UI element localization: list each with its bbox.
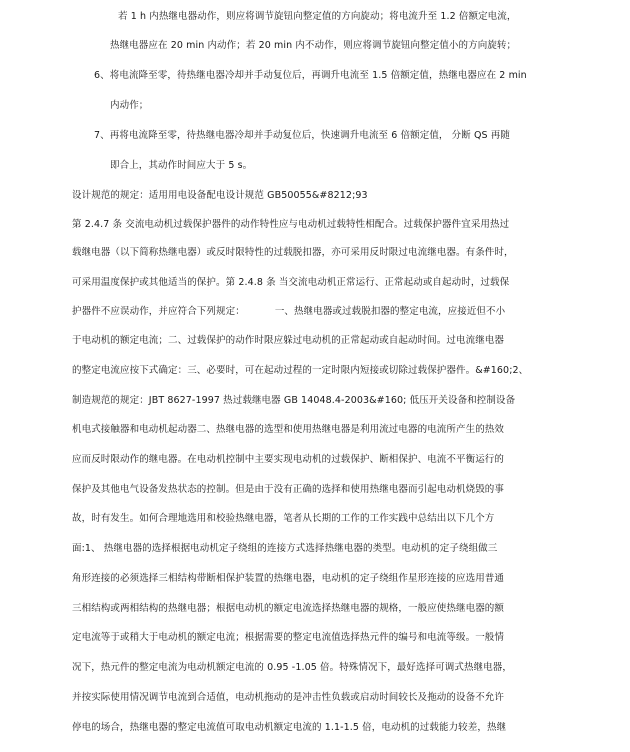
body-line: 停电的场合，热继电器的整定电流值可取电动机额定电流的 1.1-1.5 倍，电动机的过载能力较差，热继: [72, 722, 507, 733]
body-line-text: 护器件不应误动作，并应符合下列规定：: [72, 306, 245, 317]
step-7-line: 7、再将电流降至零，待热继电器冷却并手动复位后，快速调升电流至 6 倍额定值， 分断 QS 再随: [94, 130, 510, 141]
body-line: 第 2.4.7 条 交流电动机过载保护器件的动作特性应与电动机过载特性相配合。过载保护器件宜采用热过: [72, 219, 510, 230]
body-line: 于电动机的额定电流；二、过载保护的动作时限应躲过电动机的正常起动或自起动时间。过电流继电器: [72, 335, 505, 346]
body-line: 故，时有发生。如何合理地选用和校验热继电器，笔者从长期的工作的工作实践中总结出以下几个方: [72, 513, 495, 524]
body-line: 角形连接的必须选择三相结构带断相保护装置的热继电器，电动机的定子绕组作星形连接的应选用普通: [72, 573, 505, 584]
body-line: 定电流等于或稍大于电动机的额定电流；根据需要的整定电流值选择热元件的编号和电流等级。一般情: [72, 632, 505, 643]
body-line: 载继电器（以下简称热继电器）或反时限特性的过载脱扣器，亦可采用反时限过电流继电器。有条件时，: [72, 247, 514, 258]
body-line-text: 一、热继电器或过载脱扣器的整定电流，应接近但不小: [274, 306, 506, 317]
body-line: 应而反时限动作的继电器。在电动机控制中主要实现电动机的过载保护、断相保护、电流不平衡运行的: [72, 454, 505, 465]
step-text-line: 若 1 h 内热继电器动作，则应将调节旋钮向整定值的方向旋动；将电流升至 1.2 倍额定电流，: [118, 11, 517, 22]
body-line: 三相结构或两相结构的热继电器；根据电动机的额定电流选择热继电器的规格，一般应使热继电器的额: [72, 603, 505, 614]
step-text-line: 热继电器应在 20 min 内动作；若 20 min 内不动作，则应将调节旋钮向整定值小的方向旋转；: [110, 40, 517, 51]
body-line: 保护及其他电气设备发热状态的控制。但是由于没有正确的选择和使用热继电器而引起电动机烧毁的事: [72, 484, 505, 495]
body-line: 机电式接触器和电动机起动器二、热继电器的选型和使用热继电器是利用流过电器的电流所产生的热效: [72, 424, 505, 435]
body-line: 可采用温度保护或其他适当的保护。第 2.4.8 条 当交流电动机正常运行、正常起动或自起动时，过载保: [72, 277, 510, 288]
design-spec-line: 设计规范的规定：适用用电设备配电设计规范 GB50055&#8212;93: [72, 190, 368, 201]
body-line: 面:1、 热继电器的选择根据电动机定子绕组的连接方式选择热继电器的类型。电动机的定子绕组做三: [72, 543, 498, 554]
step-text-line: 内动作；: [110, 100, 149, 111]
body-line: 的整定电流应按下式确定：三、必要时，可在起动过程的一定时限内短接或切除过载保护器件。&#160;2、: [72, 365, 529, 376]
step-text-line: 即合上，其动作时间应大于 5 s。: [110, 160, 253, 171]
body-line: 制造规范的规定：JBT 8627-1997 热过载继电器 GB 14048.4-2003&#160; 低压开关设备和控制设备: [72, 395, 516, 406]
body-line: 并按实际使用情况调节电流到合适值，电动机拖动的是冲击性负载或启动时间较长及拖动的设备不允许: [72, 692, 505, 703]
body-line: [72, 305, 574, 319]
body-line: 况下，热元件的整定电流为电动机额定电流的 0.95 -1.05 倍。特殊情况下，最好选择可调式热继电器，: [72, 662, 512, 673]
step-6-line: 6、将电流降至零，待热继电器冷却并手动复位后，再调升电流至 1.5 倍额定值，热继电器应在 2 min: [94, 70, 527, 81]
